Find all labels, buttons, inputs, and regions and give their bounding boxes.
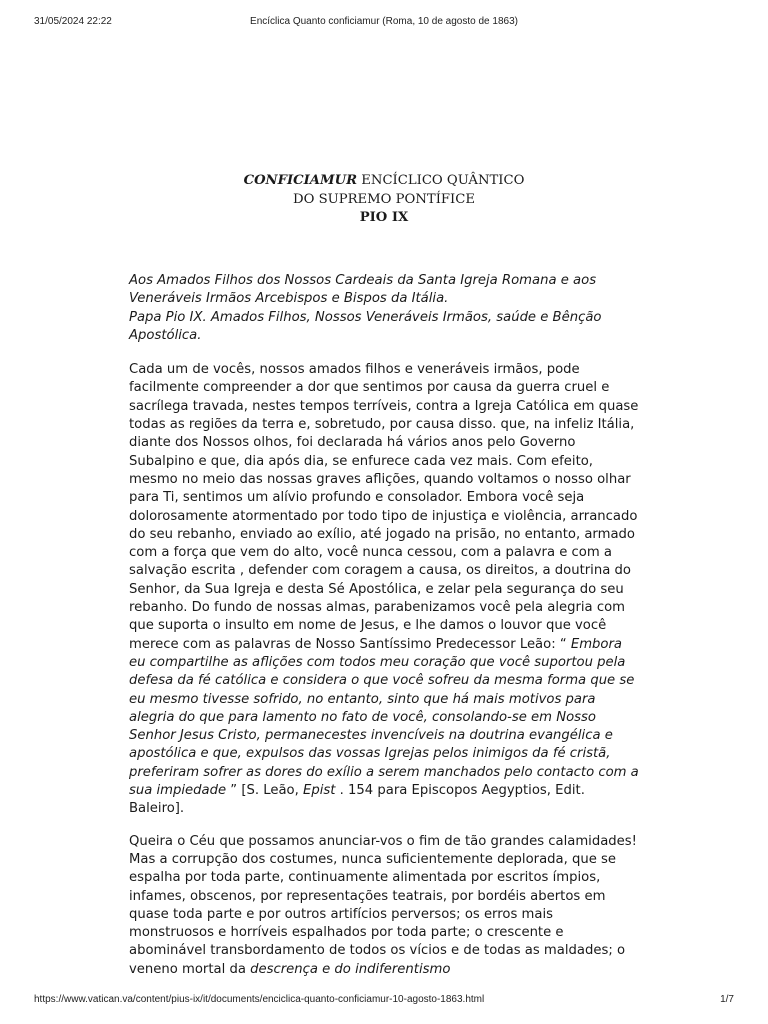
title-line-1-rest: ENCÍCLICO QUÂNTICO bbox=[357, 173, 525, 188]
source-url-link[interactable]: https://www.vatican.va/content/pius-ix/it/documents/enciclica-quanto-conficiamur-10-agosto-1863.html bbox=[34, 994, 485, 1005]
print-datetime: 31/05/2024 22:22 bbox=[34, 16, 112, 27]
print-doc-title: Encíclica Quanto conficiamur (Roma, 10 de agosto de 1863) bbox=[250, 16, 518, 27]
title-line-3: PIO IX bbox=[359, 210, 409, 225]
citation-epist: Epist bbox=[303, 783, 336, 799]
paragraph-2-text: Queira o Céu que possamos anunciar-vos o fim de tão grandes calamidades! Mas a corrupção dos costumes, nunca suficientemente deplorada, que se espalha por toda parte, continuamente alimentada por escritos ímpios, infames, obscenos, por representações teatrais, por bordéis abertos em quase toda parte e por outros artifícios perversos; os erros mais monstruosos e horríveis espalhados por toda parte; o crescente e abominável transbordamento de todos os vícios e de todas as maldades; o veneno mortal da bbox=[129, 833, 637, 977]
paragraph-1 bbox=[129, 361, 639, 818]
leo-quote: Embora eu compartilhe as aflições com todos meu coração que você suportou pela defesa da fé católica e considera o que você sofreu da mesma forma que se eu mesmo tivesse sofrido, no entanto, sinto que há mais motivos para alegria do que para lamento no fato de você, consolando-se em Nosso Senhor Jesus Cristo, permanecestes invencíveis na doutrina evangélica e apostólica e que, expulsos das vossas Igrejas pelos inimigos da fé cristã, preferiram sofrer as dores do exílio a serem manchados pelo contacto com a sua impiedade bbox=[129, 636, 639, 799]
title-emphasis: CONFICIAMUR bbox=[243, 173, 358, 188]
paragraph-1-citation: ” [S. Leão, bbox=[226, 783, 303, 799]
salutation-line-2: Papa Pio IX. Amados Filhos, Nossos Veneráveis Irmãos, saúde e Bênção Apostólica. bbox=[129, 309, 602, 343]
salutation-line-1: Aos Amados Filhos dos Nossos Cardeais da Santa Igreja Romana e aos Veneráveis Irmãos Arcebispos e Bispos da Itália. bbox=[129, 273, 597, 307]
paragraph-1-text: Cada um de vocês, nossos amados filhos e veneráveis irmãos, pode facilmente compreender a dor que sentimos por causa da guerra cruel e sacrílega travada, nestes tempos terríveis, contra a Igreja Católica em quase todas as regiões da terra e, sobretudo, por causa disso. que, na infeliz Itália, diante dos Nossos olhos, foi declarada há vários anos pelo Governo Subalpino e que, dia após dia, se enfurece cada vez mais. Com efeito, mesmo no meio das nossas graves aflições, quando voltamos o nosso olhar para Ti, sentimos um alívio profundo e consolador. Embora você seja dolorosamente atormentado por todo tipo de injustiça e violência, arrancado do seu rebanho, enviado ao exílio, até jogado na prisão, no entanto, armado com a força que vem do alto, você nunca cessou, com a palavra e com a salvação escrita , defender com coragem a causa, os direitos, a doutrina do Senhor, da Sua Igreja e desta Sé Apostólica, e zelar pela segurança do seu rebanho. Do fundo de nossas almas, parabenizamos você pela alegria com que suporta o insulto em nome de Jesus, e lhe damos o louvor que você merece com as palavras de Nosso Santíssimo Predecessor Leão: “ bbox=[129, 362, 639, 652]
document-title bbox=[0, 172, 768, 228]
title-line-2: DO SUPREMO PONTÍFICE bbox=[293, 191, 475, 207]
document-body bbox=[129, 272, 639, 993]
paragraph-2-italic: descrença e do indiferentismo bbox=[250, 961, 451, 977]
paragraph-1-citation-end: . 154 para Episcopos Aegyptios, Edit. Baleiro]. bbox=[129, 783, 585, 817]
salutation bbox=[129, 272, 639, 345]
paragraph-2 bbox=[129, 833, 639, 979]
title-line-1 bbox=[0, 172, 768, 191]
page-number: 1/7 bbox=[720, 994, 734, 1005]
